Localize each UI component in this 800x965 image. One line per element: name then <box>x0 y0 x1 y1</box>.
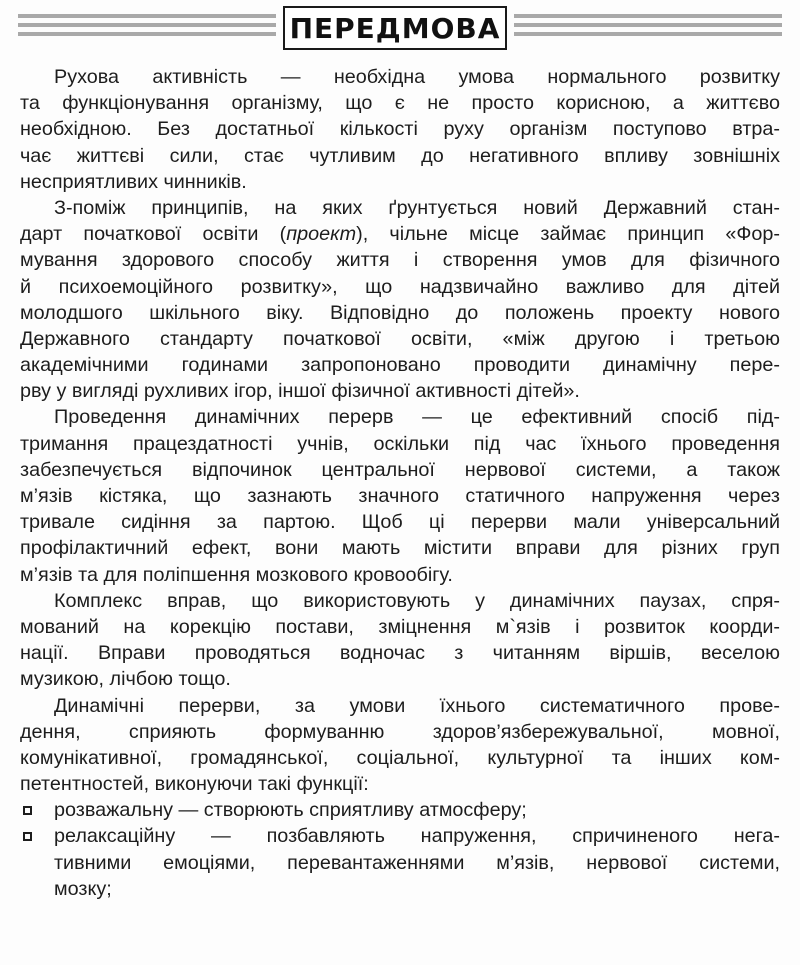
paragraph <box>20 693 780 798</box>
decorative-rule <box>514 14 782 18</box>
page-title: ПЕРЕДМОВА <box>289 11 501 45</box>
text-line: й психоемоційного розвитку», що надзвичайно важливо для дітей <box>20 275 780 298</box>
paragraph <box>20 588 780 693</box>
text-line: рву у вигляді рухливих ігор, іншої фізичної активності дітей». <box>20 380 580 403</box>
text-line: музикою, лічбою тощо. <box>20 668 231 691</box>
text-line: петентностей, виконуючи такі функції: <box>20 773 369 796</box>
body-text <box>20 64 780 902</box>
paragraph <box>20 404 780 587</box>
text-line: та функціонування організму, що є не просто корисною, а життєво <box>20 92 780 115</box>
text-fragment: ), чільне місце займає принцип «Фор- <box>356 223 780 246</box>
text-line: мований на корекцію постави, зміцнення м`язів і розвиток коорди- <box>20 615 780 638</box>
text-line: забезпечується відпочинок центральної нервової системи, а також <box>20 458 780 481</box>
text-line: нації. Вправи проводяться водночас з читанням віршів, веселою <box>20 642 780 665</box>
text-line: тримання працездатності учнів, оскільки під час їхнього проведення <box>20 432 780 455</box>
text-line: Рухова активність — необхідна умова нормального розвитку <box>54 66 780 88</box>
paragraph <box>20 64 780 195</box>
text-line: Динамічні перерви, за умови їхнього систематичного прове- <box>54 694 780 717</box>
text-line: мозку; <box>54 877 112 900</box>
text-line: Комплекс вправ, що використовують у динамічних паузах, спря- <box>54 589 780 612</box>
list-item <box>20 797 780 823</box>
list-item <box>20 823 780 902</box>
text-line: несприятливих чинників. <box>20 170 247 193</box>
italic-term: проект <box>286 223 357 246</box>
text-line: академічними годинами запропоновано проводити динамічну пере- <box>20 354 780 377</box>
text-line: чає життєві сили, стає чутливим до негативного впливу зовнішніх <box>20 144 780 167</box>
bullet-list <box>20 797 780 902</box>
text-line: релаксаційну — позбавляють напруження, спричиненого нега- <box>54 825 780 848</box>
text-line: дення, сприяють формуванню здоров’язбережувальної, мовної, <box>20 720 780 743</box>
text-line: мування здорового способу життя і створення умов для фізичного <box>20 249 780 272</box>
decorative-rule <box>514 23 782 27</box>
square-bullet-icon <box>20 823 54 849</box>
text-line: молодшого шкільного віку. Відповідно до положень проекту нового <box>20 301 780 324</box>
decorative-rule <box>18 32 276 36</box>
page-header <box>0 6 800 52</box>
text-line: розважальну — створюють сприятливу атмосферу; <box>54 799 527 822</box>
text-fragment: дарт початкової освіти ( <box>20 223 287 246</box>
title-frame <box>283 6 507 50</box>
list-item-text <box>54 823 780 902</box>
square-bullet-icon <box>20 797 54 823</box>
list-item-text <box>54 797 780 823</box>
text-line <box>20 221 780 247</box>
text-line: м’язів кістяка, що зазнають значного статичного напруження через <box>20 485 780 507</box>
text-line: З-поміж принципів, на яких ґрунтується новий Державний стан- <box>54 196 780 219</box>
text-line: профілактичний ефект, вони мають містити вправи для різних груп <box>20 537 780 560</box>
decorative-rule <box>18 23 276 27</box>
decorative-rule <box>514 32 782 36</box>
text-line: комунікативної, громадянської, соціальної, культурної та інших ком- <box>20 746 780 769</box>
text-line: тривале сидіння за партою. Щоб ці перерви мали універсальний <box>20 511 780 534</box>
text-line: тивними емоціями, перевантаженнями м’язів, нервової системи, <box>54 851 780 874</box>
decorative-rule <box>18 14 276 18</box>
text-line: Державного стандарту початкової освіти, «між другою і третьою <box>20 327 780 350</box>
text-line: м’язів та для поліпшення мозкового кровообігу. <box>20 563 453 586</box>
text-line: Проведення динамічних перерв — це ефективний спосіб під- <box>54 406 780 429</box>
paragraph <box>20 195 780 405</box>
text-line: необхідною. Без достатньої кількості руху організм поступово втра- <box>20 118 780 141</box>
